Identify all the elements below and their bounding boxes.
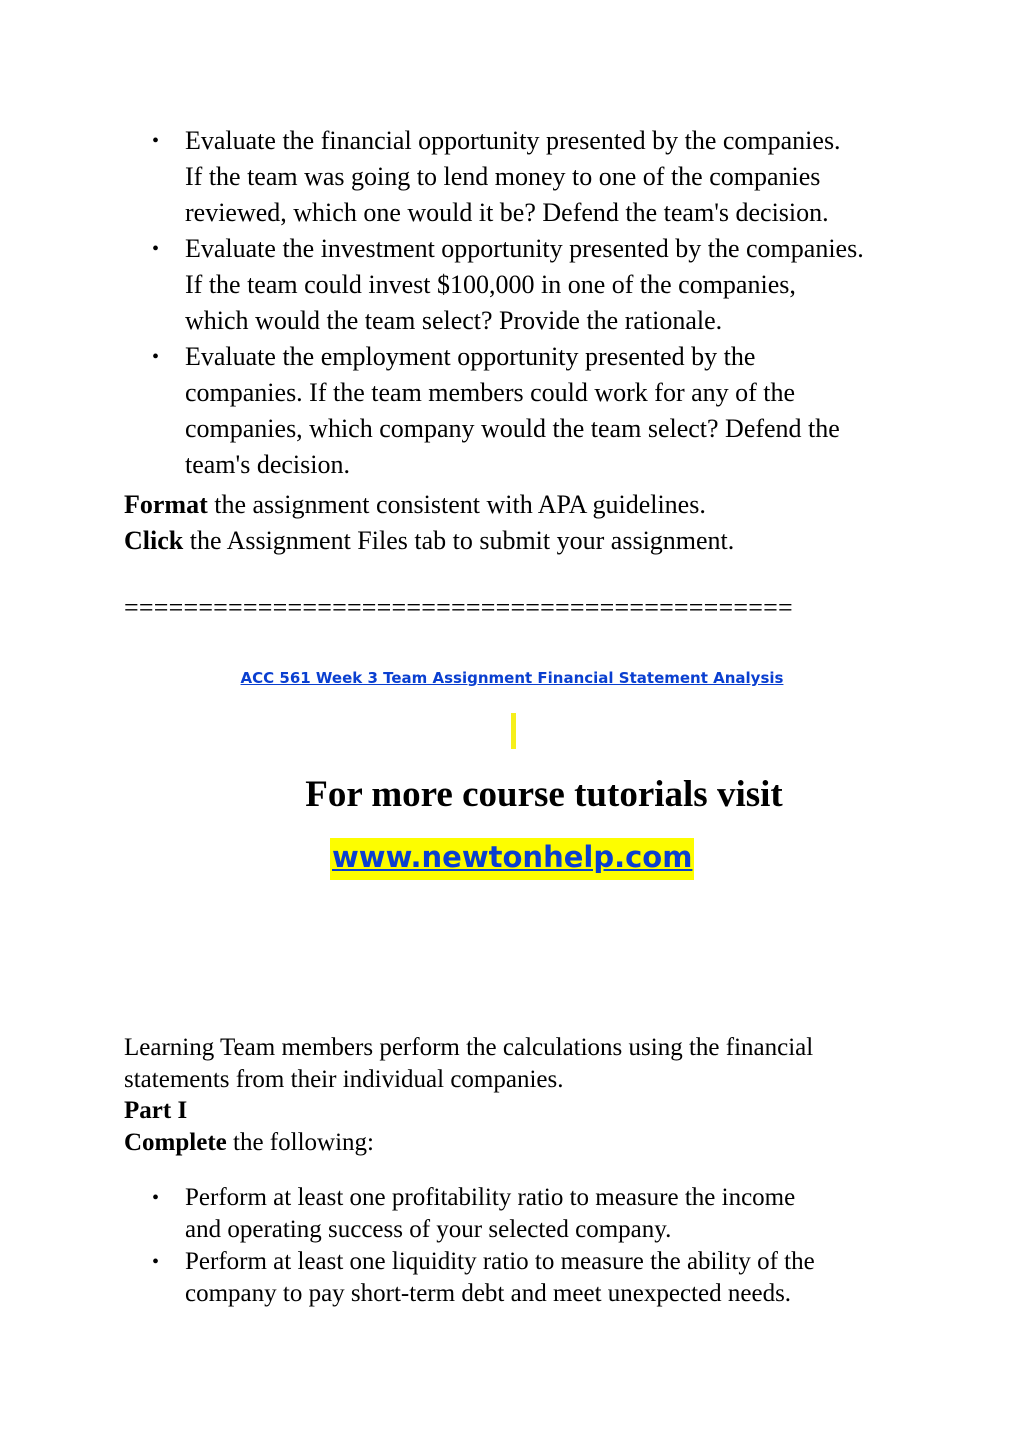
list-item-line: • Perform at least one profitability ratio to measure the income (185, 1184, 796, 1211)
evaluation-list (124, 123, 984, 483)
list-item (124, 339, 984, 483)
intro-line: statements from their individual companies. (124, 1066, 564, 1093)
list-item-line: • Evaluate the employment opportunity presented by the (185, 342, 756, 371)
intro-line: Learning Team members perform the calculations using the financial (124, 1034, 814, 1061)
format-instruction (124, 487, 706, 523)
part-label: Part I (124, 1097, 188, 1124)
complete-instruction (124, 1127, 374, 1159)
complete-keyword: Complete (124, 1129, 227, 1156)
click-text: the Assignment Files tab to submit your assignment. (183, 526, 735, 555)
assignment-title-link[interactable]: ACC 561 Week 3 Team Assignment Financial Statement Analysis (240, 669, 784, 687)
list-item (124, 123, 984, 231)
ratio-list (124, 1182, 984, 1310)
promo-heading: For more course tutorials visit (305, 774, 783, 815)
list-item-line: company to pay short-term debt and meet unexpected needs. (185, 1280, 792, 1307)
section-divider: ============================================= (124, 593, 793, 622)
format-keyword: Format (124, 490, 208, 519)
list-item-line: • Evaluate the investment opportunity presented by the companies. (185, 234, 864, 263)
list-item-line: If the team was going to lend money to one of the companies (185, 162, 821, 191)
list-item-line: If the team could invest $100,000 in one of the companies, (185, 270, 796, 299)
website-link[interactable]: www.newtonhelp.com (330, 838, 694, 880)
list-item-line: team's decision. (185, 450, 350, 479)
click-keyword: Click (124, 526, 184, 555)
list-item (124, 231, 984, 339)
click-instruction (124, 523, 734, 559)
list-item-line: companies, which company would the team select? Defend the (185, 414, 840, 443)
list-item (124, 1246, 984, 1310)
list-item (124, 1182, 984, 1246)
list-item-line: reviewed, which one would it be? Defend the team's decision. (185, 198, 829, 227)
list-item-line: • Evaluate the financial opportunity presented by the companies. (185, 126, 841, 155)
list-item-line: • Perform at least one liquidity ratio to measure the ability of the (185, 1248, 815, 1275)
list-item-line: companies. If the team members could work for any of the (185, 378, 796, 407)
list-item-line: and operating success of your selected company. (185, 1216, 672, 1243)
text-cursor-highlight (511, 713, 516, 749)
format-text: the assignment consistent with APA guidelines. (207, 490, 706, 519)
intro-paragraph (124, 1032, 813, 1096)
list-item-line: which would the team select? Provide the rationale. (185, 306, 723, 335)
complete-text: the following: (226, 1129, 374, 1156)
